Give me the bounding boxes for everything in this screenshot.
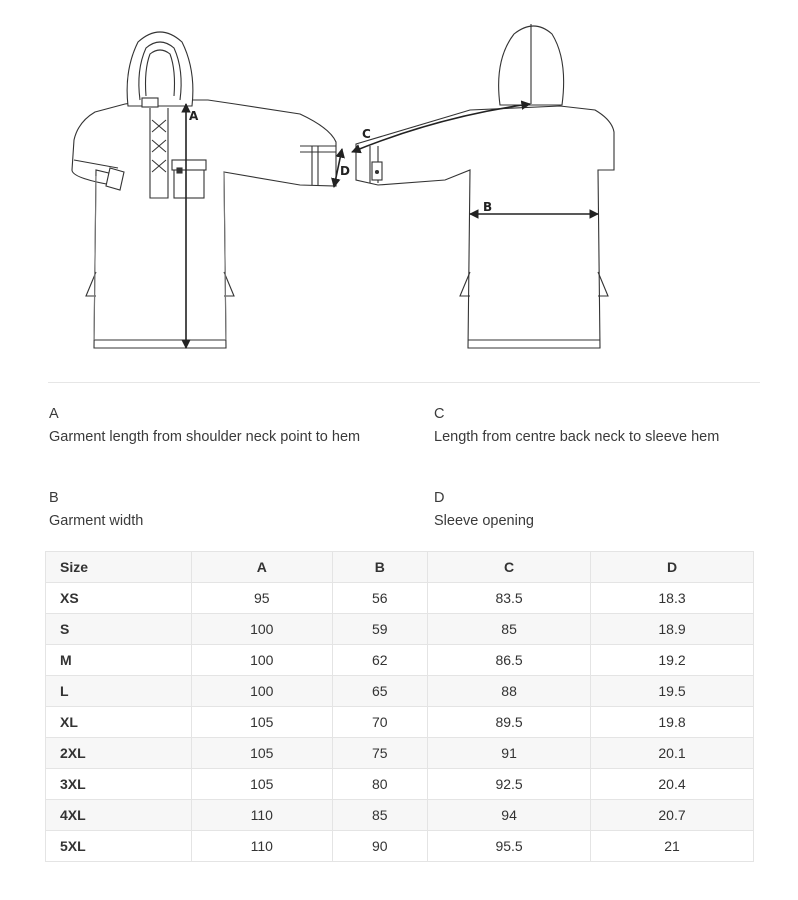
legend-key: A	[49, 406, 59, 422]
table-cell: 100	[192, 614, 333, 645]
table-cell: 83.5	[428, 583, 591, 614]
table-cell: 70	[332, 707, 428, 738]
table-cell: 88	[428, 676, 591, 707]
diagram-label-c: C	[362, 127, 371, 141]
measurement-legend	[49, 404, 769, 528]
legend-description: Garment length from shoulder neck point to hem	[49, 429, 361, 445]
size-cell: M	[46, 645, 192, 676]
legend-description: Length from centre back neck to sleeve hem	[434, 429, 720, 445]
table-cell: 19.8	[591, 707, 754, 738]
column-header-d: D	[591, 552, 754, 583]
table-cell: 85	[332, 800, 428, 831]
table-row	[46, 614, 754, 645]
column-header-size: Size	[46, 552, 192, 583]
column-header-c: C	[428, 552, 591, 583]
table-cell: 95.5	[428, 831, 591, 862]
diagram-label-d: D	[340, 164, 350, 178]
table-cell: 105	[192, 738, 333, 769]
table-cell: 110	[192, 800, 333, 831]
legend-key: B	[49, 490, 59, 506]
garment-sketches	[0, 0, 798, 370]
table-row	[46, 583, 754, 614]
garment-measurement-diagram	[0, 0, 798, 370]
table-cell: 59	[332, 614, 428, 645]
table-cell: 65	[332, 676, 428, 707]
table-cell: 20.4	[591, 769, 754, 800]
size-cell: S	[46, 614, 192, 645]
table-cell: 85	[428, 614, 591, 645]
table-cell: 62	[332, 645, 428, 676]
section-divider	[48, 382, 760, 383]
legend-description: Sleeve opening	[434, 513, 534, 529]
size-cell: 4XL	[46, 800, 192, 831]
table-cell: 105	[192, 707, 333, 738]
legend-item-d	[434, 488, 754, 532]
column-header-a: A	[192, 552, 333, 583]
size-cell: 3XL	[46, 769, 192, 800]
diagram-label-a: A	[189, 109, 199, 123]
size-cell: XS	[46, 583, 192, 614]
table-cell: 80	[332, 769, 428, 800]
table-cell: 89.5	[428, 707, 591, 738]
size-chart-table	[45, 551, 754, 862]
table-cell: 21	[591, 831, 754, 862]
table-cell: 110	[192, 831, 333, 862]
legend-key: D	[434, 490, 445, 506]
table-row	[46, 831, 754, 862]
table-cell: 94	[428, 800, 591, 831]
front-view-sketch	[72, 32, 336, 348]
table-cell: 90	[332, 831, 428, 862]
table-cell: 20.1	[591, 738, 754, 769]
table-cell: 86.5	[428, 645, 591, 676]
table-cell: 19.2	[591, 645, 754, 676]
legend-description: Garment width	[49, 513, 144, 529]
table-row	[46, 738, 754, 769]
table-cell: 56	[332, 583, 428, 614]
table-cell: 95	[192, 583, 333, 614]
size-cell: L	[46, 676, 192, 707]
table-cell: 92.5	[428, 769, 591, 800]
table-cell: 18.9	[591, 614, 754, 645]
legend-item-a	[49, 404, 369, 448]
table-row	[46, 707, 754, 738]
table-cell: 20.7	[591, 800, 754, 831]
table-cell: 100	[192, 676, 333, 707]
legend-item-b	[49, 488, 369, 532]
legend-key: C	[434, 406, 445, 422]
table-cell: 18.3	[591, 583, 754, 614]
size-cell: 5XL	[46, 831, 192, 862]
legend-item-c	[434, 404, 754, 448]
column-header-b: B	[332, 552, 428, 583]
table-row	[46, 769, 754, 800]
table-cell: 105	[192, 769, 333, 800]
table-header-row	[46, 552, 754, 583]
table-row	[46, 800, 754, 831]
table-cell: 91	[428, 738, 591, 769]
table-row	[46, 645, 754, 676]
table-cell: 19.5	[591, 676, 754, 707]
diagram-label-b: B	[483, 200, 493, 214]
table-cell: 100	[192, 645, 333, 676]
size-cell: 2XL	[46, 738, 192, 769]
table-cell: 75	[332, 738, 428, 769]
table-row	[46, 676, 754, 707]
back-view-sketch	[356, 24, 614, 348]
size-cell: XL	[46, 707, 192, 738]
